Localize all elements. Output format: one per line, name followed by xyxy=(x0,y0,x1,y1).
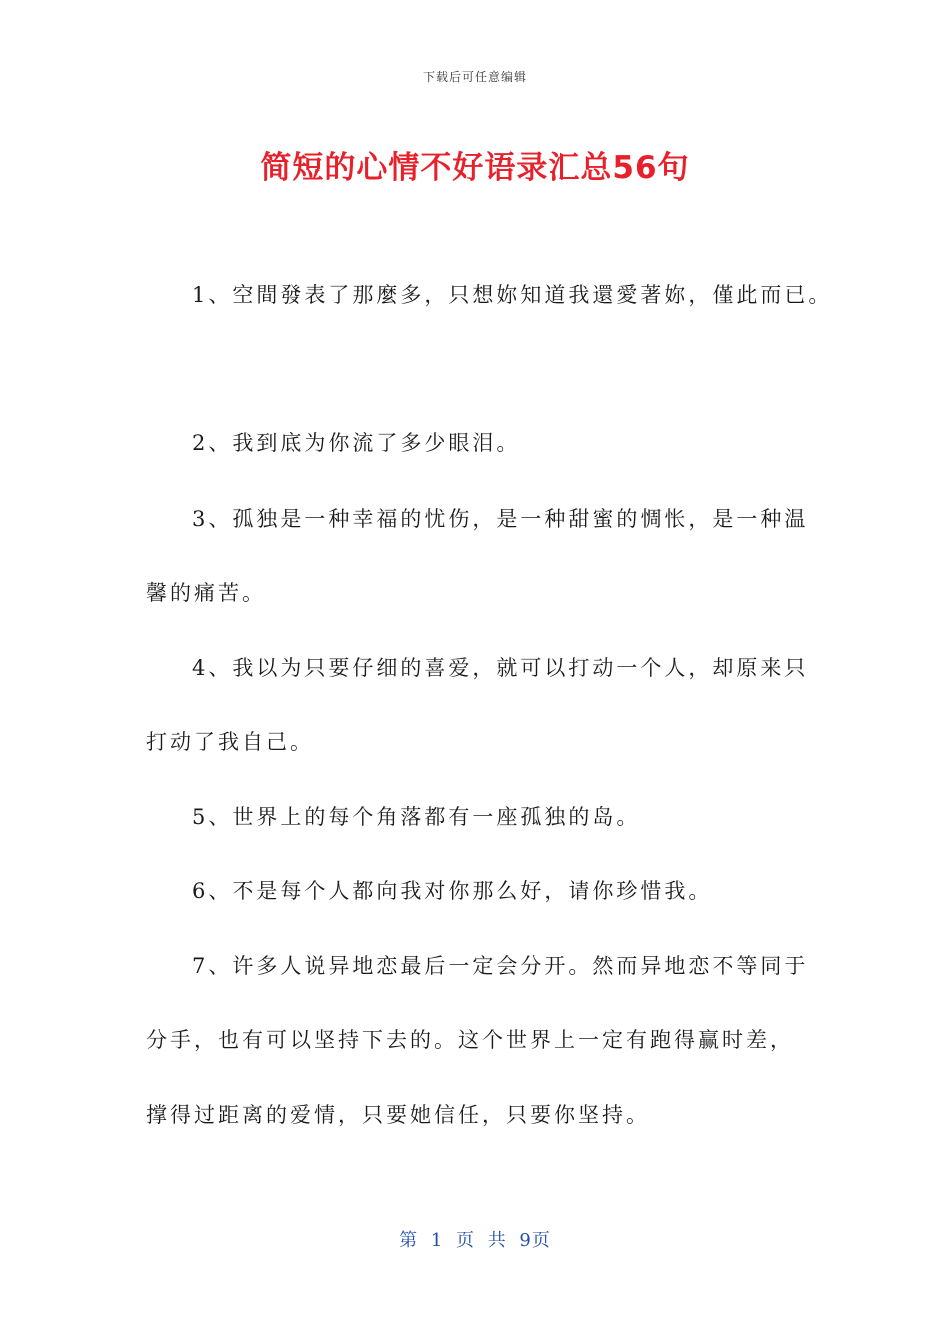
paragraph-line: 4、我以为只要仔细的喜爱，就可以打动一个人，却原来只 xyxy=(192,656,809,680)
paragraph-line: 分手，也有可以坚持下去的。这个世界上一定有跑得赢时差， xyxy=(146,1028,794,1052)
paragraph-line: 馨的痛苦。 xyxy=(146,581,266,605)
header-note: 下载后可任意编辑 xyxy=(422,70,527,84)
paragraph-line: 5、世界上的每个角落都有一座孤独的岛。 xyxy=(192,805,641,829)
paragraph-line: 撑得过距离的爱情，只要她信任，只要你坚持。 xyxy=(146,1103,650,1127)
paragraph-line: 2、我到底为你流了多少眼泪。 xyxy=(192,431,521,455)
paragraph-line: 3、孤独是一种幸福的忧伤，是一种甜蜜的惆怅，是一种温 xyxy=(192,507,809,531)
paragraph-line: 6、不是每个人都向我对你那么好，请你珍惜我。 xyxy=(192,879,713,903)
page-number-footer: 第 1 页 共 9页 xyxy=(399,1230,551,1251)
document-title: 简短的心情不好语录汇总56句 xyxy=(260,150,690,186)
paragraph-line: 打动了我自己。 xyxy=(146,730,314,754)
paragraph-line: 1、空間發表了那麼多，只想妳知道我還愛著妳，僅此而已。 xyxy=(192,283,833,307)
paragraph-line: 7、许多人说异地恋最后一定会分开。然而异地恋不等同于 xyxy=(192,954,809,978)
